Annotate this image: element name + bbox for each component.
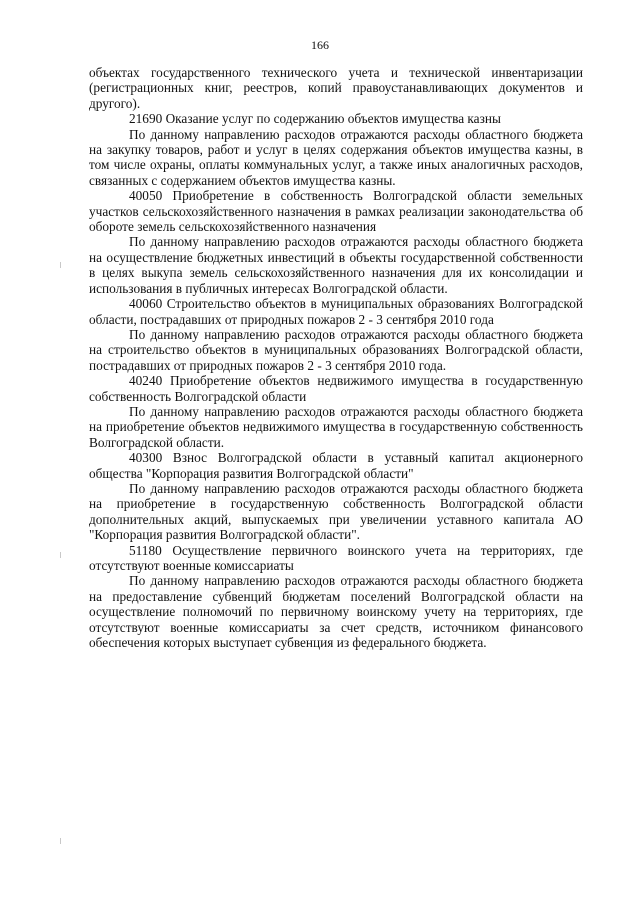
- heading-40060: 40060 Строительство объектов в муниципальных образованиях Волгоградской области, пострадавших от природных пожаров 2 - 3 сентября 2010 года: [89, 296, 583, 327]
- page-number: 166: [311, 38, 329, 52]
- paragraph-51180: По данному направлению расходов отражаются расходы областного бюджета на предоставление субвенций бюджетам поселений Волгоградской области на осуществление полномочий по первичному воинскому учету на территориях, где отсутствуют военные комиссариаты за счет средств, источником финансового обеспечения которых выступает субвенция из федерального бюджета.: [89, 573, 583, 651]
- heading-51180: 51180 Осуществление первичного воинского учета на территориях, где отсутствуют военные комиссариаты: [89, 542, 583, 573]
- scan-margin-mark: [60, 838, 61, 844]
- heading-40240: 40240 Приобретение объектов недвижимого имущества в государственную собственность Волгоградской области: [89, 373, 583, 404]
- paragraph-40300: По данному направлению расходов отражаются расходы областного бюджета на приобретение в государственную собственность Волгоградской области дополнительных акций, выпускаемых при увеличении уставного капитала АО "Корпорация развития Волгоградской области".: [89, 480, 583, 543]
- heading-40300: 40300 Взнос Волгоградской области в уставный капитал акционерного общества "Корпорация развития Волгоградской области": [89, 450, 583, 481]
- paragraph-40240: По данному направлению расходов отражаются расходы областного бюджета на приобретение объектов недвижимого имущества в государственную собственность Волгоградской области.: [89, 403, 583, 450]
- scan-margin-mark: [60, 552, 61, 558]
- heading-21690: 21690 Оказание услуг по содержанию объектов имущества казны: [129, 111, 501, 127]
- paragraph-40060: По данному направлению расходов отражаются расходы областного бюджета на строительство объектов в муниципальных образованиях Волгоградской области, пострадавших от природных пожаров 2 - 3 сентября 2010 года.: [89, 326, 583, 373]
- document-body: [89, 65, 583, 650]
- scan-margin-mark: [60, 262, 61, 268]
- paragraph-continuation: объектах государственного технического учета и технической инвентаризации (регистрационных книг, реестров, копий правоустанавливающих документов и другого).: [89, 65, 583, 111]
- paragraph-21690: По данному направлению расходов отражаются расходы областного бюджета на закупку товаров, работ и услуг в целях содержания объектов имущества казны, в том числе охраны, оплаты коммунальных услуг, а также иных аналогичных расходов, связанных с содержанием объектов имущества казны.: [89, 126, 583, 188]
- heading-40050: 40050 Приобретение в собственность Волгоградской области земельных участков сельскохозяйственного назначения в рамках реализации законодательства об обороте земель сельскохозяйственного назначения: [89, 188, 583, 235]
- paragraph-40050: По данному направлению расходов отражаются расходы областного бюджета на осуществление бюджетных инвестиций в объекты государственной собственности в целях выкупа земель сельскохозяйственного назначения для их консолидации и использования в публичных интересах Волгоградской области.: [89, 234, 583, 296]
